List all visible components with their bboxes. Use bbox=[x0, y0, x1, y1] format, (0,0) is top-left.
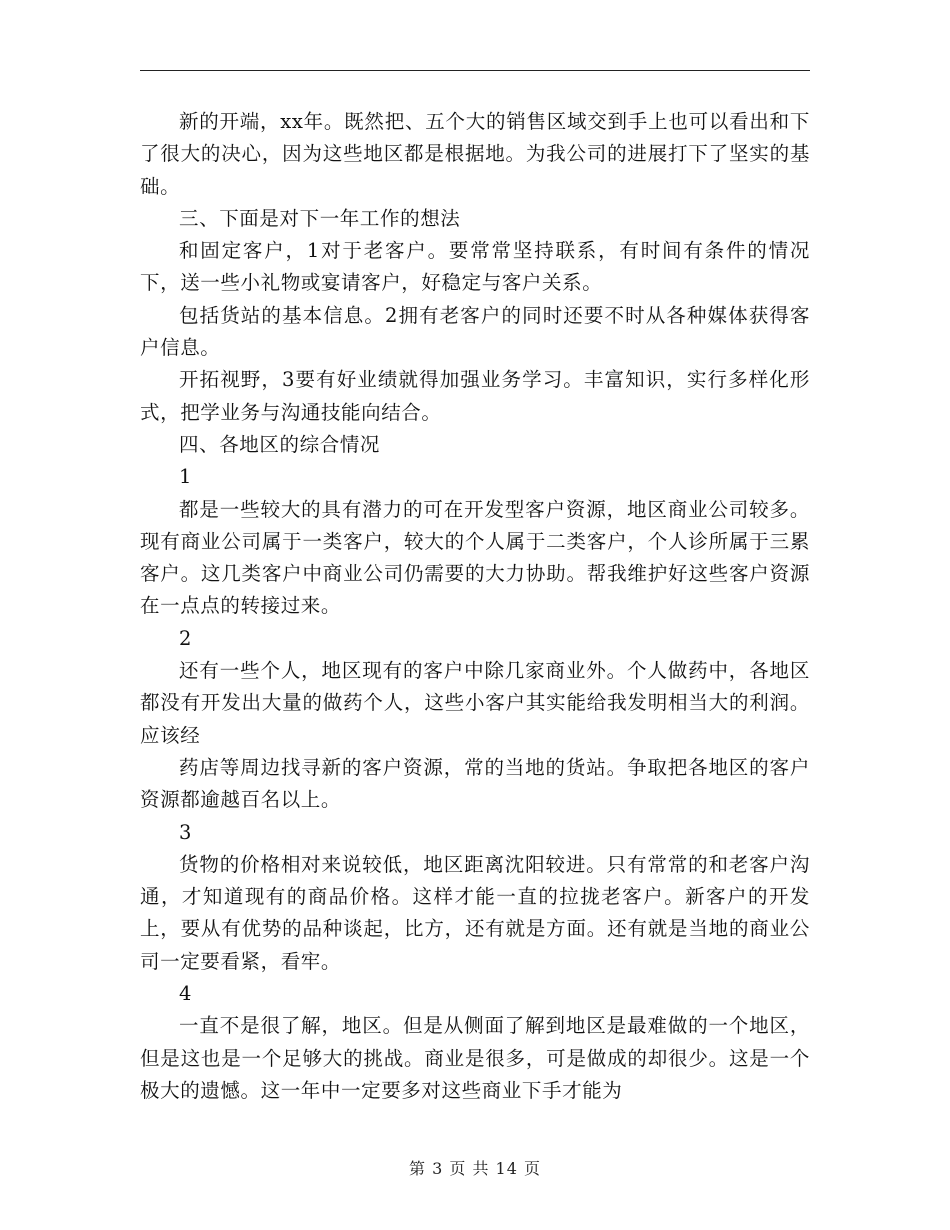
item-number: 1 bbox=[179, 465, 193, 489]
page-number-footer: 第 3 页 共 14 页 bbox=[409, 1159, 541, 1178]
paragraph: 药店等周边找寻新的客户资源，常的当地的货站。争取把各地区的客户资源都逾越百名以上。 bbox=[140, 755, 810, 812]
item-number: 3 bbox=[179, 820, 193, 844]
section-heading: 三、下面是对下一年工作的想法 bbox=[179, 206, 461, 230]
paragraph: 一直不是很了解，地区。但是从侧面了解到地区是最难做的一个地区，但是这也是一个足够大的挑战。商业是很多，可是做成的却很少。这是一个极大的遗憾。这一年中一定要多对这些商业下手才能为 bbox=[140, 1014, 810, 1102]
header-rule bbox=[140, 70, 810, 71]
paragraph: 都是一些较大的具有潜力的可在开发型客户资源，地区商业公司较多。现有商业公司属于一类客户，较大的个人属于二类客户，个人诊所属于三累客户。这几类客户中商业公司仍需要的大力协助。帮我维护好这些客户资源在一点点的转接过来。 bbox=[140, 497, 810, 618]
paragraph: 和固定客户，1对于老客户。要常常坚持联系，有时间有条件的情况下，送一些小礼物或宴请客户，好稳定与客户关系。 bbox=[140, 239, 810, 295]
paragraph: 新的开端，xx年。既然把、五个大的销售区域交到手上也可以看出和下了很大的决心，因为这些地区都是根据地。为我公司的进展打下了坚实的基础。 bbox=[140, 110, 810, 198]
document-body bbox=[140, 106, 810, 1107]
paragraph: 包括货站的基本信息。2拥有老客户的同时还要不时从各种媒体获得客户信息。 bbox=[140, 303, 810, 360]
section-heading: 四、各地区的综合情况 bbox=[179, 432, 381, 456]
paragraph: 还有一些个人，地区现有的客户中除几家商业外。个人做药中，各地区都没有开发出大量的做药个人，这些小客户其实能给我发明相当大的利润。应该经 bbox=[140, 659, 810, 747]
item-number: 2 bbox=[179, 626, 193, 650]
paragraph: 开拓视野，3要有好业绩就得加强业务学习。丰富知识，实行多样化形式，把学业务与沟通技能向结合。 bbox=[140, 368, 810, 424]
item-number: 4 bbox=[179, 982, 193, 1006]
paragraph: 货物的价格相对来说较低，地区距离沈阳较进。只有常常的和老客户沟通，才知道现有的商品价格。这样才能一直的拉拢老客户。新客户的开发上，要从有优势的品种谈起，比方，还有就是方面。还有就是当地的商业公司一定要看紧，看牢。 bbox=[140, 852, 810, 973]
